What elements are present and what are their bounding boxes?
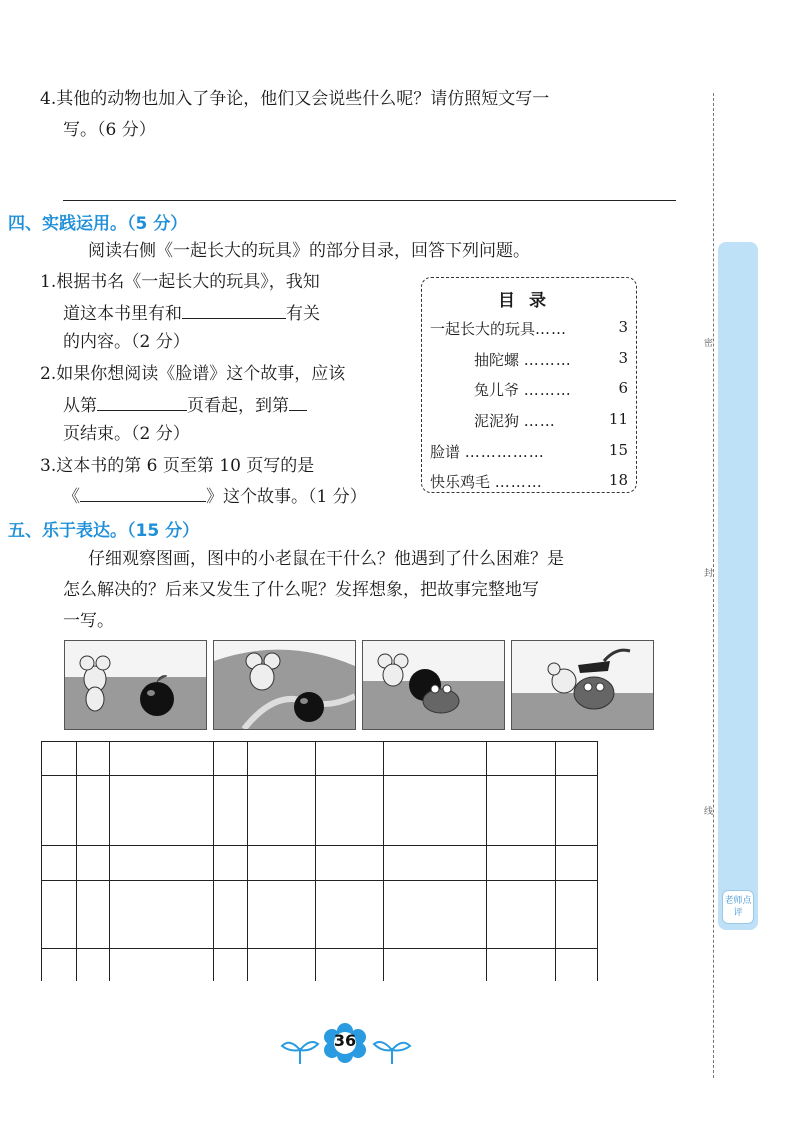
- grid-row-line: [41, 948, 597, 949]
- toc-entry-title: 一起长大的玩具: [430, 320, 536, 338]
- s4-q2-text-b: 页看起，到第: [187, 396, 289, 416]
- s4-q1-line2: [63, 302, 320, 324]
- toc-entry-title: 泥泥狗: [474, 412, 520, 430]
- toc-entry: [474, 349, 628, 370]
- section-4-intro: 阅读右侧《一起长大的玩具》的部分目录，回答下列问题。: [88, 241, 530, 261]
- section-5-line2: 怎么解决的？后来又发生了什么呢？发挥想象，把故事完整地写: [63, 580, 539, 600]
- toc-entry-title: 快乐鸡毛: [430, 473, 491, 491]
- toc-entry-page: 3: [618, 349, 628, 367]
- seal-char: 密: [704, 339, 714, 349]
- s4-q3-line1: 3.这本书的第 6 页至第 10 页写的是: [40, 456, 315, 476]
- friends-celebrate-illustration: [512, 641, 653, 729]
- s4-q3-text-a: 《: [63, 487, 80, 507]
- s4-q1-text-b: 有关: [286, 304, 320, 324]
- grid-col-line: [41, 741, 42, 981]
- toc-dots: ………: [523, 351, 572, 369]
- s4-q1-text-a: 道这本书里有和: [63, 304, 182, 324]
- toc-entry-title: 脸谱: [430, 443, 461, 461]
- binding-dashed-line: [713, 93, 714, 1078]
- toc-entry: [474, 410, 628, 431]
- s4-q2-line3: 页结束。（2 分）: [63, 424, 190, 444]
- toc-entry-title: 抽陀螺: [474, 351, 520, 369]
- toc-entry-page: 11: [608, 410, 628, 428]
- grid-col-line: [247, 741, 248, 981]
- s4-q2-line1: 2.如果你想阅读《脸谱》这个故事，应该: [40, 364, 346, 384]
- teacher-comment-box[interactable]: 老师点评: [722, 890, 754, 924]
- section-4-heading: 四、实践运用。（5 分）: [8, 214, 188, 234]
- s4-q1-line1: 1.根据书名《一起长大的玩具》，我知: [40, 272, 320, 292]
- picture-panel-1: [64, 640, 207, 730]
- toc-dots: ………: [494, 473, 543, 491]
- grid-row-line: [41, 741, 597, 742]
- toc-dots: ……: [535, 320, 568, 338]
- s4-q2-text-a: 从第: [63, 396, 97, 416]
- seal-char: 封: [704, 569, 714, 579]
- blank-start-page[interactable]: [97, 394, 187, 411]
- grid-col-line: [383, 741, 384, 981]
- toc-dots: ……: [523, 412, 556, 430]
- toc-entry-page: 3: [618, 318, 628, 336]
- grid-col-line: [315, 741, 316, 981]
- answer-line[interactable]: [63, 200, 676, 201]
- grid-col-line: [486, 741, 487, 981]
- toc-entry-page: 6: [618, 379, 628, 397]
- frog-helps-illustration: [363, 641, 504, 729]
- section-5-line3: 一写。: [63, 611, 114, 631]
- table-of-contents: [421, 277, 637, 493]
- side-margin-panel: [704, 242, 758, 930]
- mouse-finds-apple-illustration: [65, 641, 206, 729]
- blank-topic[interactable]: [182, 302, 286, 319]
- toc-entry-title: 兔儿爷: [474, 381, 520, 399]
- sprout-left-icon: [276, 1036, 322, 1066]
- question-4-line1: 4.其他的动物也加入了争论，他们又会说些什么呢？请仿照短文写一: [40, 89, 550, 109]
- toc-entry: [430, 318, 628, 339]
- grid-col-line: [76, 741, 77, 981]
- section-5-heading: 五、乐于表达。（15 分）: [8, 521, 200, 541]
- grid-col-line: [213, 741, 214, 981]
- toc-entry: [430, 471, 628, 492]
- section-5-line1: 仔细观察图画，图中的小老鼠在干什么？他遇到了什么困难？是: [88, 549, 564, 569]
- question-4-line2: 写。（6 分）: [63, 120, 156, 140]
- sprout-right-icon: [370, 1036, 416, 1066]
- blank-end-page[interactable]: [289, 394, 307, 411]
- picture-panel-2: [213, 640, 356, 730]
- apple-rolls-away-illustration: [214, 641, 355, 729]
- toc-entry-page: 15: [608, 441, 628, 459]
- toc-entry: [474, 379, 628, 400]
- picture-panel-3: [362, 640, 505, 730]
- s4-q3-line2: [63, 485, 367, 507]
- s4-q3-text-b: 》这个故事。（1 分）: [206, 487, 367, 507]
- toc-title: 目录: [498, 291, 560, 311]
- s4-q2-line2: [63, 394, 307, 416]
- toc-dots: ……………: [464, 443, 545, 461]
- grid-row-line: [41, 845, 597, 846]
- page-number: 36: [333, 1031, 357, 1050]
- toc-entry: [430, 441, 628, 462]
- toc-dots: ………: [523, 381, 572, 399]
- grid-row-line: [41, 775, 597, 776]
- blank-story-title[interactable]: [80, 485, 206, 502]
- grid-col-line: [109, 741, 110, 981]
- grid-col-line: [555, 741, 556, 981]
- toc-entry-page: 18: [608, 471, 628, 489]
- grid-col-line: [597, 741, 598, 981]
- s4-q1-line3: 的内容。（2 分）: [63, 332, 190, 352]
- picture-panel-4: [511, 640, 654, 730]
- seal-char: 线: [704, 807, 714, 817]
- grid-row-line: [41, 880, 597, 881]
